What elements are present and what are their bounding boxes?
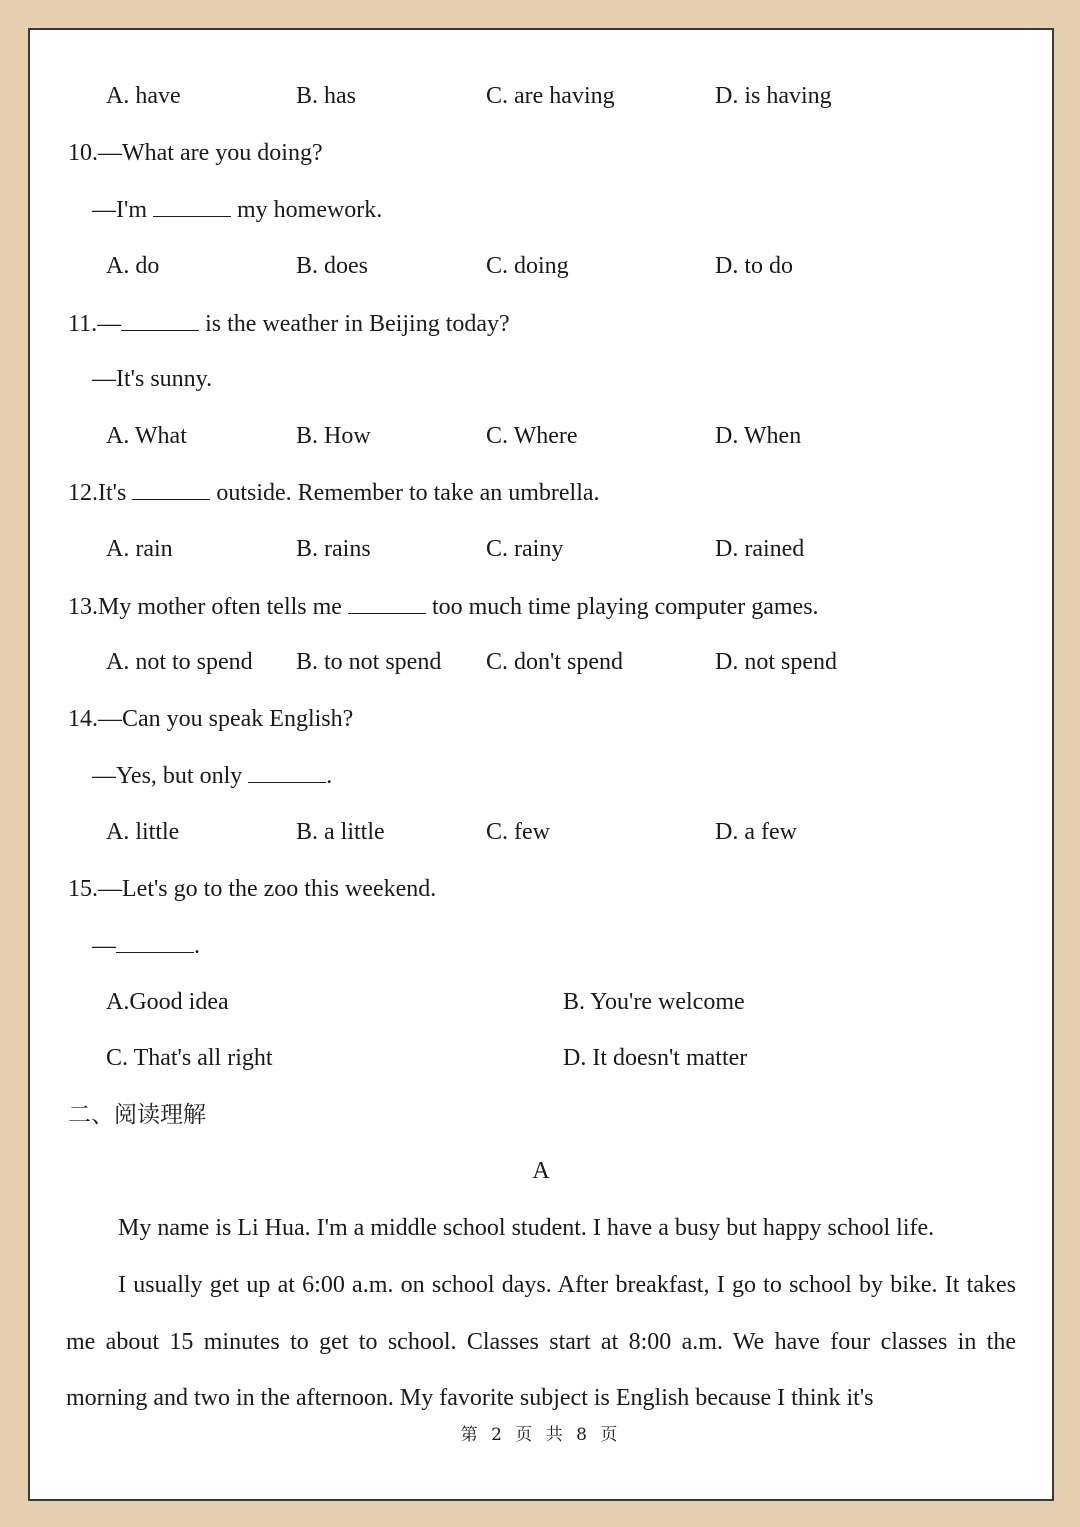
- question-14-reply: —Yes, but only .: [30, 758, 1052, 792]
- option-d: D. rained: [715, 536, 805, 562]
- question-15-options-row-2: [30, 1041, 1052, 1075]
- question-14-stem: 14.—Can you speak English?: [68, 706, 354, 732]
- option-a: A. rain: [106, 536, 173, 562]
- option-d: D. It doesn't matter: [563, 1045, 748, 1071]
- answer-blank: [153, 192, 231, 217]
- option-d: D. a few: [715, 819, 797, 845]
- answer-blank: [116, 928, 194, 953]
- option-d: D. not spend: [715, 649, 837, 675]
- question-15-reply: — .: [30, 928, 1052, 962]
- option-a: A. little: [106, 819, 180, 845]
- option-b: B. has: [296, 83, 356, 109]
- option-d: D. is having: [715, 83, 832, 109]
- option-d: D. When: [715, 423, 802, 449]
- option-c: C. Where: [486, 423, 578, 449]
- answer-blank: [121, 306, 199, 331]
- option-b: B. You're welcome: [563, 989, 745, 1015]
- page-number: 第 2 页 共 8 页: [460, 1425, 622, 1445]
- answer-blank: [248, 758, 326, 783]
- passage-title: A: [532, 1158, 550, 1184]
- question-10-options: [30, 249, 1052, 283]
- option-b: B. How: [296, 423, 371, 449]
- option-c: C. are having: [486, 83, 615, 109]
- option-b: B. a little: [296, 819, 385, 845]
- option-a: A.Good idea: [106, 989, 229, 1015]
- question-12-options: [30, 532, 1052, 566]
- option-a: A. have: [106, 83, 181, 109]
- option-c: C. few: [486, 819, 550, 845]
- question-15-options-row-1: [30, 985, 1052, 1019]
- option-b: B. does: [296, 253, 368, 279]
- option-a: A. What: [106, 423, 187, 449]
- option-c: C. doing: [486, 253, 569, 279]
- question-13-options: [30, 645, 1052, 679]
- option-c: C. rainy: [486, 536, 564, 562]
- option-c: C. That's all right: [106, 1045, 273, 1071]
- question-13-stem: 13.My mother often tells me too much time playing computer games.: [30, 589, 1052, 623]
- option-b: B. to not spend: [296, 649, 442, 675]
- question-10-stem: 10.—What are you doing?: [68, 140, 323, 166]
- question-12-stem: 12.It's outside. Remember to take an umbrella.: [30, 475, 1052, 509]
- option-a: A. do: [106, 253, 160, 279]
- option-d: D. to do: [715, 253, 793, 279]
- question-9-options: [30, 79, 1052, 113]
- question-14-options: [30, 815, 1052, 849]
- option-a: A. not to spend: [106, 649, 253, 675]
- section-title: 二、阅读理解: [68, 1102, 206, 1128]
- passage-paragraph-2: I usually get up at 6:00 a.m. on school days. After breakfast, I go to school by bike. It takes me about 15 minutes to get to school. Classes start at 8:00 a.m. We have four classes in the morning and two in the afternoon. My favorite subject is English because I think it's: [66, 1272, 1016, 1412]
- question-11-stem: 11.— is the weather in Beijing today?: [30, 306, 1052, 340]
- question-11-reply: —It's sunny.: [92, 366, 213, 392]
- option-b: B. rains: [296, 536, 371, 562]
- answer-blank: [348, 589, 426, 614]
- option-c: C. don't spend: [486, 649, 623, 675]
- passage-paragraph-1: My name is Li Hua. I'm a middle school student. I have a busy but happy school life.: [118, 1215, 935, 1241]
- question-10-reply: —I'm my homework.: [30, 192, 1052, 226]
- answer-blank: [132, 475, 210, 500]
- question-15-stem: 15.—Let's go to the zoo this weekend.: [68, 876, 437, 902]
- exam-page: [28, 28, 1054, 1501]
- question-11-options: [30, 419, 1052, 453]
